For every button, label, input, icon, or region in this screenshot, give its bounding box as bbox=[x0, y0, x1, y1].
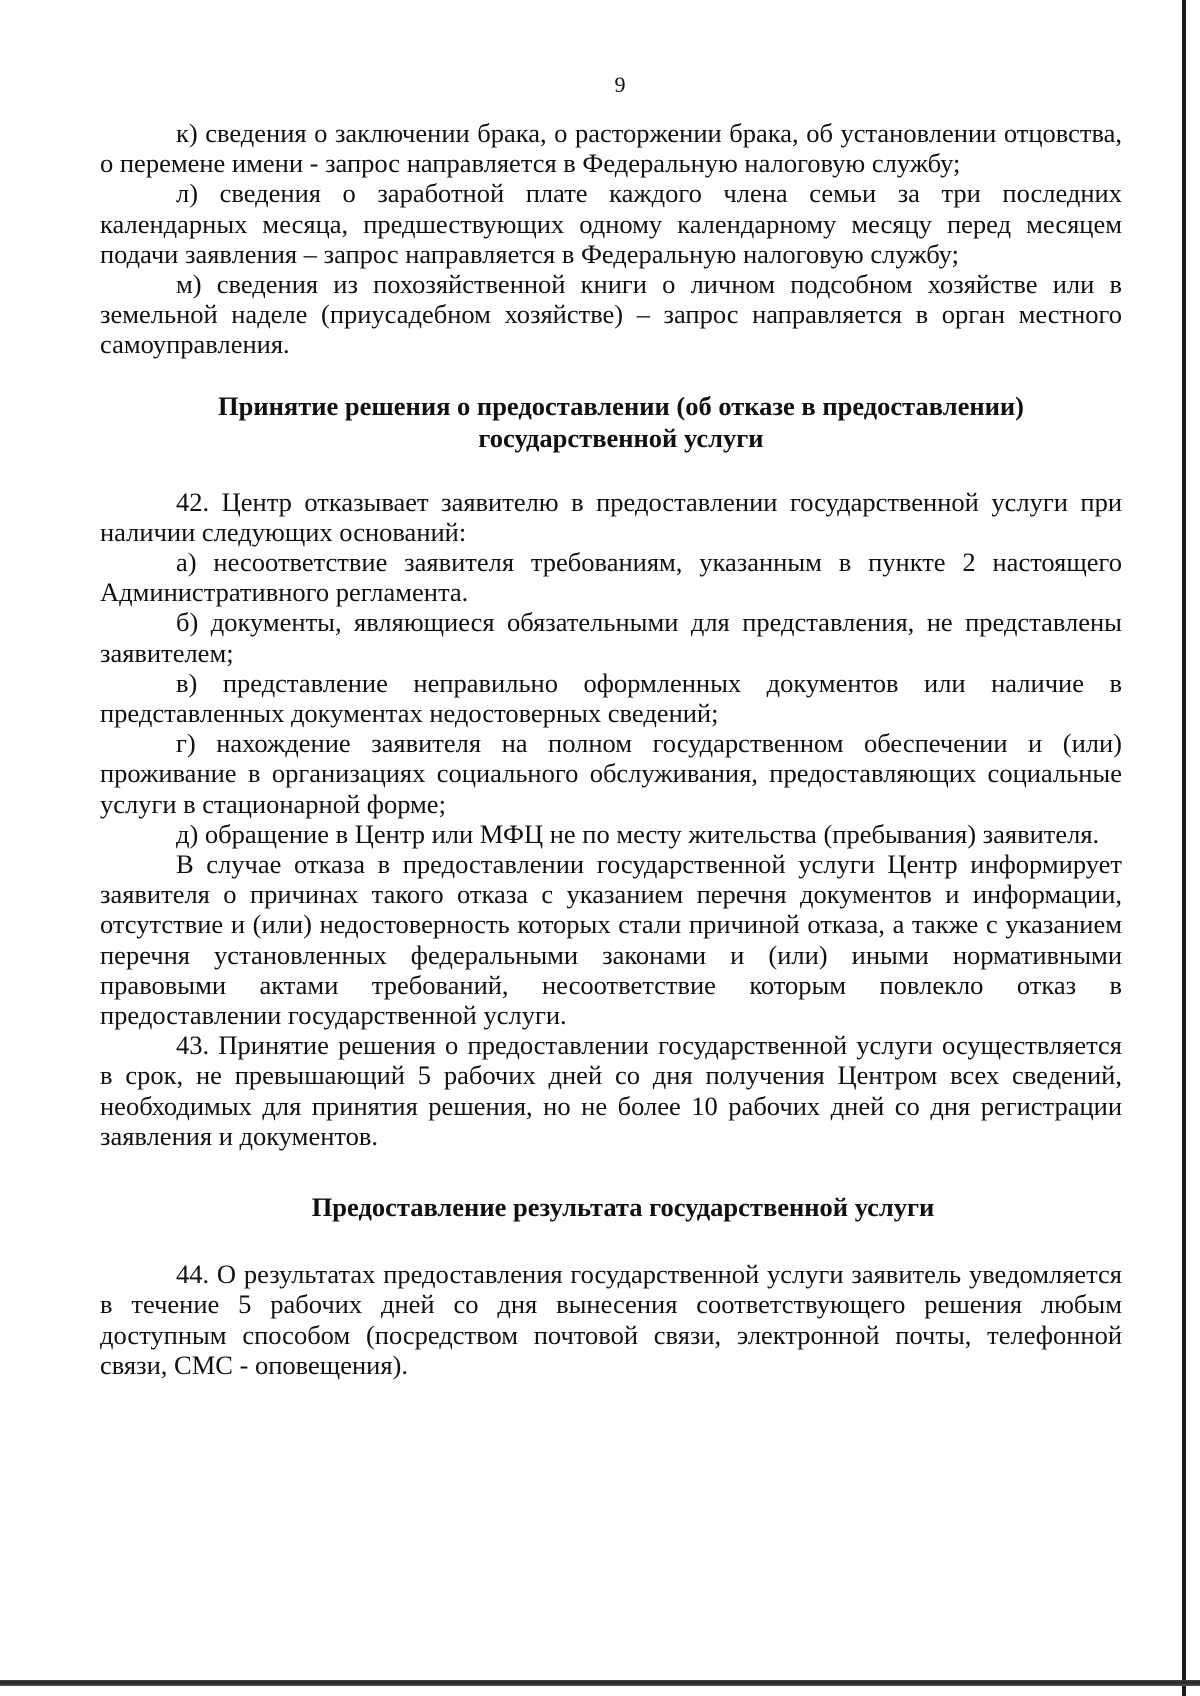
paragraph-42-a: а) несоответствие заявителя требованиям, указанным в пункте 2 настоящего Административного регламента. bbox=[100, 547, 1122, 608]
section-heading-result: Предоставление результата государственной услуги bbox=[311, 1192, 935, 1223]
paragraph-42: 42. Центр отказывает заявителю в предоставлении государственной услуги при наличии следующих оснований: bbox=[100, 486, 1122, 547]
paragraph-42-b: б) документы, являющиеся обязательными для представления, не представлены заявителем; bbox=[100, 607, 1122, 668]
paragraph-item-m: м) сведения из похозяйственной книги о личном подсобном хозяйстве или в земельной наделе (приусадебном хозяйстве) – запрос направляется в орган местного самоуправления. bbox=[100, 269, 1122, 360]
paragraph-43: 43. Принятие решения о предоставлении государственной услуги осуществляется в срок, не превышающий 5 рабочих дней со дня получения Центром всех сведений, необходимых для принятия решения, но не более 10 рабочих дней со дня регистрации заявления и документов. bbox=[100, 1030, 1122, 1151]
paragraph-item-k: к) сведения о заключении брака, о расторжении брака, об установлении отцовства, о перемене имени - запрос направляется в Федеральную налоговую службу; bbox=[100, 118, 1122, 179]
paragraph-42-d: д) обращение в Центр или МФЦ не по месту жительства (пребывания) заявителя. bbox=[176, 818, 1100, 849]
paragraph-44: 44. О результатах предоставления государственной услуги заявитель уведомляется в течение 5 рабочих дней со дня вынесения соответствующего решения любым доступным способом (посредством почтовой связи, электронной почты, телефонной связи, СМС - оповещения). bbox=[100, 1259, 1122, 1380]
paragraph-42-g: г) нахождение заявителя на полном государственном обеспечении и (или) проживание в организациях социального обслуживания, предоставляющих социальные услуги в стационарной форме; bbox=[100, 728, 1122, 819]
scan-edge-right bbox=[1182, 0, 1186, 1696]
section-heading-decision-line2: государственной услуги bbox=[478, 422, 764, 453]
scan-edge-bottom bbox=[0, 1680, 1200, 1686]
paragraph-refusal-info: В случае отказа в предоставлении государственной услуги Центр информирует заявителя о причинах такого отказа с указанием перечня документов и информации, отсутствие и (или) недостоверность которых стали причиной отказа, а также с указанием перечня установленных федеральными законами и (или) иными нормативными правовыми актами требований, несоответствие которым повлекло отказ в предоставлении государственной услуги. bbox=[100, 849, 1122, 1031]
page-content bbox=[100, 118, 1122, 1380]
paragraph-item-l: л) сведения о заработной плате каждого члена семьи за три последних календарных месяца, предшествующих одному календарному месяцу перед месяцем подачи заявления – запрос направляется в Федеральную налоговую службу; bbox=[100, 178, 1122, 269]
section-heading-decision-line1: Принятие решения о предоставлении (об отказе в предоставлении) bbox=[218, 390, 1024, 421]
section-heading-decision bbox=[100, 390, 1122, 454]
page-number: 9 bbox=[614, 72, 626, 97]
paragraph-42-v: в) представление неправильно оформленных документов или наличие в представленных документах недостоверных сведений; bbox=[100, 667, 1122, 729]
